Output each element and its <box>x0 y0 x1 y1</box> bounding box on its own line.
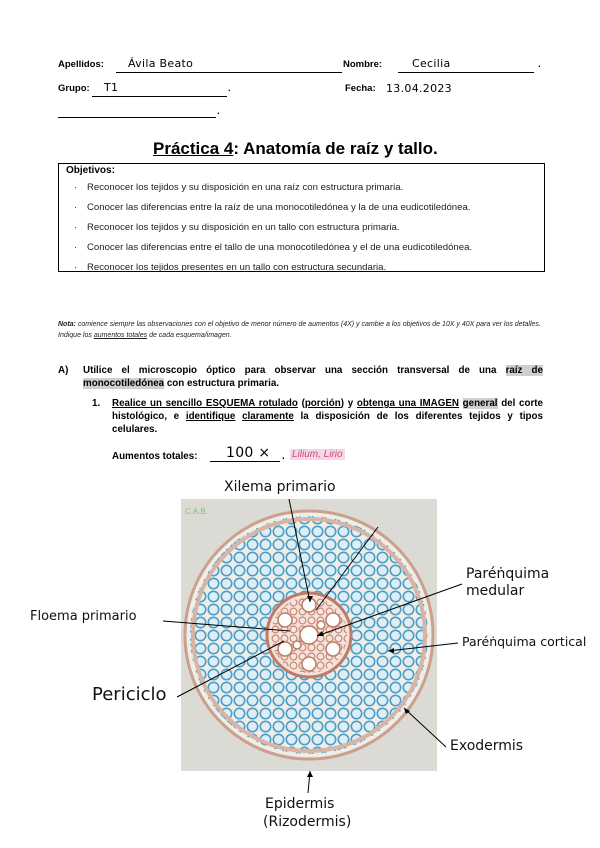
label-exodermis: Exodermis <box>450 738 524 754</box>
objetivo-item: · Conocer las diferencias entre el tallo de una monocotiledónea y el de una eudicotiledónea. <box>74 242 473 253</box>
arrowhead-epidermis <box>307 771 313 777</box>
section-a-letter: A) <box>58 365 69 376</box>
extra-end-dot: . <box>217 106 220 117</box>
leader-xilema-2 <box>316 527 378 610</box>
leader-parenquima-cortical <box>388 643 458 651</box>
leader-xilema <box>289 499 310 602</box>
label-xilema: Xilema primario <box>224 479 336 495</box>
aumentos-end-dot: . <box>282 451 285 462</box>
arrowhead-parenquima-medular <box>317 631 324 636</box>
grupo-value[interactable]: T1 <box>104 81 119 94</box>
nota-label: Nota: <box>58 321 76 328</box>
arrowhead-xilema <box>307 596 313 602</box>
apellidos-label: Apellidos: <box>58 59 104 70</box>
objetivo-item: · Conocer las diferencias entre la raíz de una monocotiledónea y la de una eudicotiledónea. <box>74 202 471 213</box>
question-text: Realice un sencillo ESQUEMA rotulado (porción) y obtenga una IMAGEN general del corte histológico, e identifique claramente la disposición de los diferentes tejidos y tipos celulares. <box>112 398 543 435</box>
objetivo-item: · Reconocer los tejidos presentes en un tallo con estructura secundaria. <box>74 262 387 273</box>
aumentos-label: Aumentos totales: <box>112 451 198 462</box>
question-number: 1. <box>92 398 101 409</box>
nombre-end-dot: . <box>538 59 541 70</box>
title-practica: Práctica 4 <box>153 139 234 158</box>
leader-parenquima-medular <box>317 584 462 636</box>
label-epidermis-2: (Rizodermis) <box>263 814 352 830</box>
objetivo-item: · Reconocer los tejidos y su disposición en un tallo con estructura primaria. <box>74 222 400 233</box>
objetivos-heading: Objetivos: <box>66 165 115 176</box>
leader-exodermis <box>404 708 446 747</box>
apellidos-value[interactable]: Ávila Beato <box>128 57 194 70</box>
nota-underlined: aumentos totales <box>93 332 148 339</box>
micrograph-watermark: C.A.B. <box>185 507 209 516</box>
nota-text: Nota: comience siempre las observaciones con el objetivo de menor número de aumentos (4X) y cambie a los objetivos de 10X y 40X para ver los detalles. Indique los aumentos totales de cada esquema/imagen. <box>58 321 541 339</box>
leader-floema <box>163 621 290 631</box>
label-parenquima-medular-2: medular <box>466 583 525 599</box>
label-parenquima-cortical: Paréṅquima cortical <box>462 634 587 649</box>
label-parenquima-medular-1: Paréṅquima <box>466 566 550 582</box>
nombre-value[interactable]: Cecilia <box>412 57 451 70</box>
highlight-raiz: raíz de monocotiledónea <box>83 365 543 389</box>
fecha-value[interactable]: 13.04.2023 <box>386 82 452 95</box>
objetivo-item: · Reconocer los tejidos y su disposición en una raíz con estructura primaria. <box>74 182 404 193</box>
label-periciclo: Periciclo <box>92 684 167 705</box>
grupo-label: Grupo: <box>58 83 90 94</box>
label-epidermis-1: Epidermis <box>265 796 335 812</box>
grupo-end-dot: . <box>228 83 231 94</box>
aumentos-value[interactable]: 100 × <box>226 445 271 461</box>
fecha-label: Fecha: <box>345 83 376 94</box>
section-a-text: Utilice el microscopio óptico para observar una sección transversal de una raíz de monocotiledónea con estructura primaria. <box>83 365 543 389</box>
label-floema: Floema primario <box>30 609 137 624</box>
leader-periciclo <box>177 641 284 697</box>
title-rest: : Anatomía de raíz y tallo. <box>233 139 438 158</box>
species-label: Lilium, Lirio <box>292 449 343 460</box>
nombre-label: Nombre: <box>343 59 383 70</box>
